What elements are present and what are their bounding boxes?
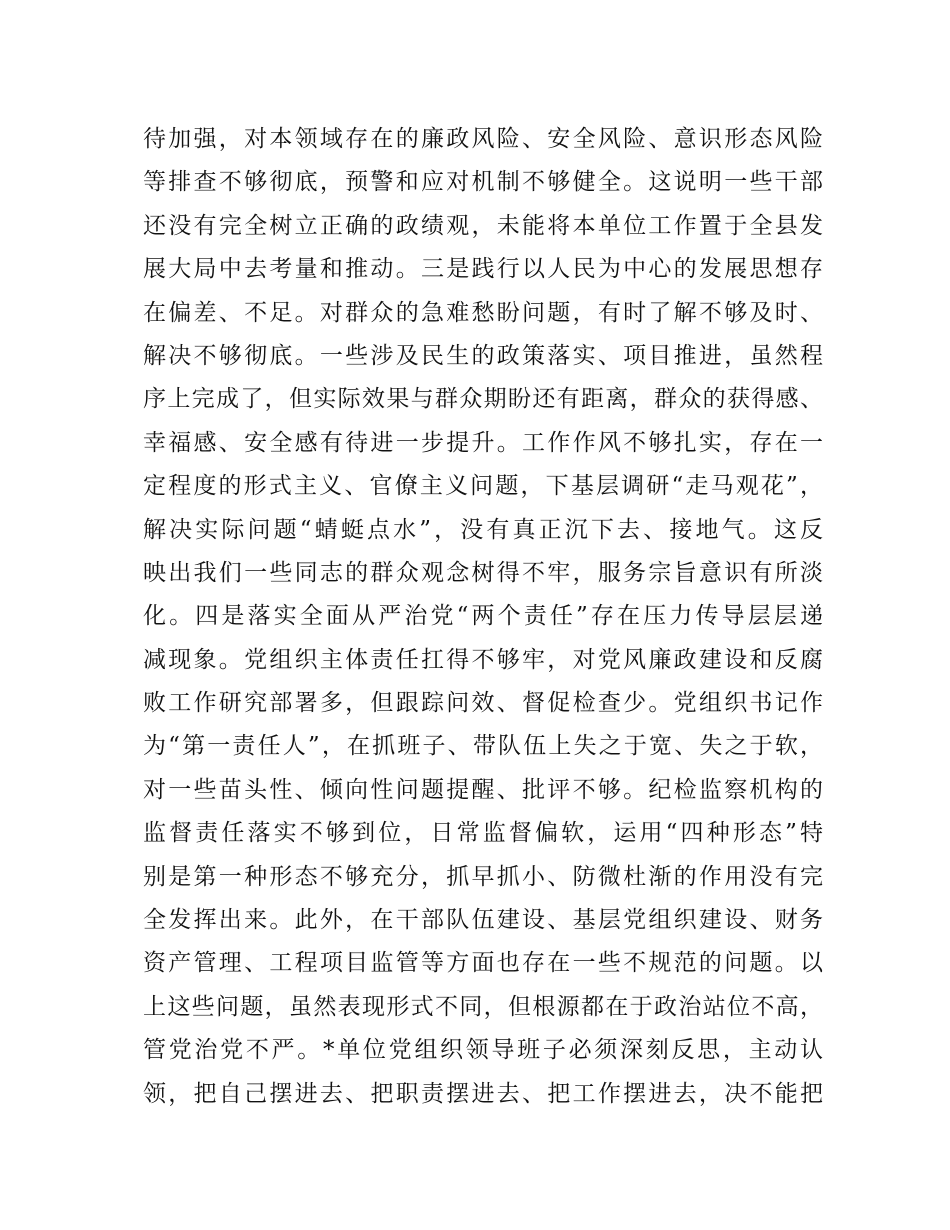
text-line: 败工作研究部署多，但跟踪问效、督促检查少。党组织书记作 [143, 690, 823, 717]
text-line: 上这些问题，虽然表现形式不同，但根源都在于政治站位不高， [143, 993, 823, 1020]
text-line: 待加强，对本领域存在的廉政风险、安全风险、意识形态风险 [143, 126, 823, 152]
text-line: 全发挥出来。此外，在干部队伍建设、基层党组织建设、财务 [143, 907, 823, 934]
text-line: 减现象。党组织主体责任扛得不够牢，对党风廉政建设和反腐 [143, 646, 823, 673]
text-line: 在偏差、不足。对群众的急难愁盼问题，有时了解不够及时、 [143, 299, 823, 326]
text-line: 序上完成了，但实际效果与群众期盼还有距离，群众的获得感、 [143, 386, 823, 413]
text-line: 定程度的形式主义、官僚主义问题，下基层调研“走马观花”， [143, 473, 823, 500]
text-line: 为“第一责任人”，在抓班子、带队伍上失之于宽、失之于软， [143, 733, 823, 760]
text-line: 等排查不够彻底，预警和应对机制不够健全。这说明一些干部 [143, 169, 823, 196]
text-line: 还没有完全树立正确的政绩观，未能将本单位工作置于全县发 [143, 212, 823, 239]
text-line: 管党治党不严。*单位党组织领导班子必须深刻反思，主动认 [143, 1037, 823, 1064]
text-line: 展大局中去考量和推动。三是践行以人民为中心的发展思想存 [143, 256, 823, 283]
text-line: 解决实际问题“蜻蜓点水”，没有真正沉下去、接地气。这反 [143, 516, 823, 543]
text-line: 幸福感、安全感有待进一步提升。工作作风不够扎实，存在一 [143, 429, 823, 456]
text-line: 化。四是落实全面从严治党“两个责任”存在压力传导层层递 [143, 603, 823, 630]
text-line: 资产管理、工程项目监管等方面也存在一些不规范的问题。以 [143, 950, 823, 977]
text-line: 解决不够彻底。一些涉及民生的政策落实、项目推进，虽然程 [143, 342, 823, 369]
text-line: 映出我们一些同志的群众观念树得不牢，服务宗旨意识有所淡 [143, 559, 823, 586]
text-line: 领，把自己摆进去、把职责摆进去、把工作摆进去，决不能把 [143, 1080, 823, 1107]
text-line: 监督责任落实不够到位，日常监督偏软，运用“四种形态”特 [143, 820, 823, 847]
text-line: 别是第一种形态不够充分，抓早抓小、防微杜渐的作用没有完 [143, 863, 823, 890]
body-text [143, 118, 823, 1116]
text-line: 对一些苗头性、倾向性问题提醒、批评不够。纪检监察机构的 [143, 776, 823, 803]
